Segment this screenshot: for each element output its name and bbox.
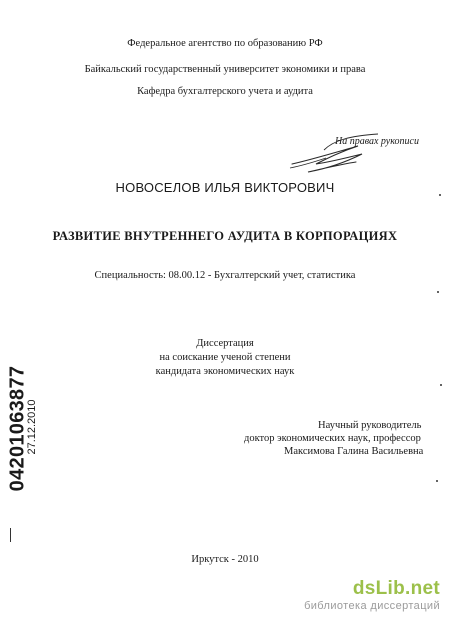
degree-purpose: на соискание ученой степени bbox=[159, 352, 291, 363]
scan-speck bbox=[439, 194, 441, 196]
scan-mark bbox=[10, 528, 11, 542]
author-name: НОВОСЕЛОВ ИЛЬЯ ВИКТОРОВИЧ bbox=[115, 180, 335, 195]
scan-speck bbox=[437, 291, 439, 293]
city-year: Иркутск - 2010 bbox=[191, 554, 259, 565]
specialty-line: Специальность: 08.00.12 - Бухгалтерский учет, статистика bbox=[94, 270, 356, 281]
watermark-subtitle: библиотека диссертаций bbox=[304, 600, 440, 612]
signature-icon bbox=[230, 132, 380, 177]
dissertation-type: Диссертация bbox=[196, 338, 254, 349]
supervisor-name: Максимова Галина Васильевна bbox=[284, 446, 424, 457]
watermark bbox=[304, 578, 440, 612]
university-line: Байкальский государственный университет экономики и права bbox=[84, 64, 366, 75]
watermark-brand: dsLib.net bbox=[352, 578, 440, 599]
supervisor-degree: доктор экономических наук, профессор bbox=[244, 433, 421, 444]
scan-speck bbox=[436, 480, 438, 482]
agency-line: Федеральное агентство по образованию РФ bbox=[127, 38, 323, 49]
stamp-date: 27.12.2010 bbox=[26, 399, 38, 455]
department-line: Кафедра бухгалтерского учета и аудита bbox=[137, 86, 313, 97]
scan-speck bbox=[440, 384, 442, 386]
degree-name: кандидата экономических наук bbox=[155, 366, 295, 377]
manuscript-note: На правах рукописи bbox=[335, 136, 419, 147]
stamp-code: 04201063877 bbox=[6, 365, 29, 492]
supervisor-label: Научный руководитель bbox=[318, 420, 422, 431]
document-title: РАЗВИТИЕ ВНУТРЕННЕГО АУДИТА В КОРПОРАЦИЯХ bbox=[52, 229, 398, 243]
